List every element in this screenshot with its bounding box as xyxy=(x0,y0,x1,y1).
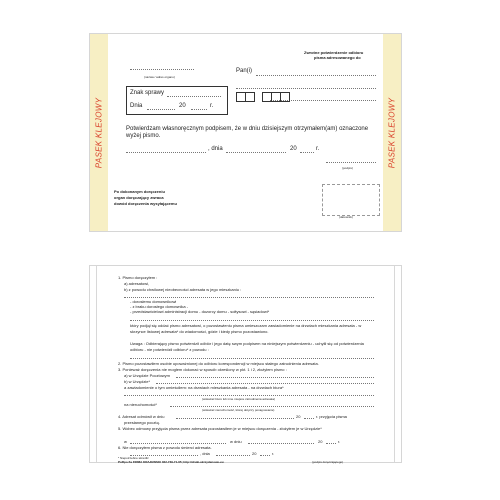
item-1b-no-adult: - z braku dorosłego domownika - xyxy=(130,304,189,309)
item-4: 4. Adresat odmówił w dniu xyxy=(118,414,165,419)
item-3-property: na nieruchomości* xyxy=(124,402,157,407)
signature-line xyxy=(326,162,376,163)
item-3: 3. Ponieważ doręczenia nie mogłem dokonać w sposób określony w pkt. 1 i 2, złożyłem pismo : xyxy=(118,367,287,372)
bottom-dnia: , dnia xyxy=(200,451,210,456)
item-1-note: który podjął się oddać pismo adresatowi, o pozostawieniu pisma umieszczam zawiadomienie na drzwiach mieszkania adresata - w skrzynce listowej adresata* do wiadomości, gdzie i kiedy pismo pozostawiono. xyxy=(130,323,362,334)
signature-label: (podpis) xyxy=(342,166,353,170)
item-1b-admin-line xyxy=(130,320,374,321)
day-line xyxy=(226,152,286,153)
item-1-warning: Uwaga : Odbierający pismo potwierdził odbiór i jego datę swym podpisem na niniejszym potwierdzeniu - uchylił się od potwierdzenia odbioru - nie potwierdził odbioru* z powodu : xyxy=(130,341,364,352)
footnote: * Niepotrzebne skreślić xyxy=(118,456,149,460)
year-line xyxy=(300,152,314,153)
case-number-line xyxy=(167,96,221,97)
item-3b: b) w Urzędzie* xyxy=(124,379,151,384)
form-title-line1: Zwrotne potwierdzenie odbioru xyxy=(304,50,364,55)
adhesive-strip-right xyxy=(383,34,401,231)
adhesive-strip-left xyxy=(90,34,108,231)
item-1b-adult: - dorosłemu domownikowi xyxy=(130,299,177,304)
item-4-tail: r. przyjęcia pisma xyxy=(316,414,347,419)
item-1b-admin: - przedstawicielowi administracji domu - dozorcy domu - sołtysowi - sąsiadowi* xyxy=(130,309,270,314)
date-r: r. xyxy=(210,103,214,109)
adhesive-strip-right-label: PASEK KLEJOWY xyxy=(387,97,397,168)
adhesive-edge-right xyxy=(394,266,401,462)
item-5-r: r. xyxy=(338,439,341,444)
item-5-year: 20 xyxy=(318,439,323,444)
item-5-w: w xyxy=(124,439,127,444)
return-receipt-top-sheet xyxy=(89,33,402,232)
bottom-r: r. xyxy=(272,451,275,456)
bottom-day-line xyxy=(216,455,250,456)
date-day-line xyxy=(147,109,175,110)
item-2: 2. Pismo pozostawiłem osobie upoważnionej do odbioru korespondencji w miejscu stałego zatrudnienia adresata. xyxy=(118,361,319,366)
item-3-office-hint: (wskazać biuro lub inne miejsce zatrudnienia adresata) xyxy=(202,397,276,401)
item-4-date-line xyxy=(176,418,294,419)
confirmation-text: Potwierdzam własnoręcznym podpisem, że w dniu dzisiejszym otrzymałem(am) oznaczone wyżej pismo. xyxy=(126,126,369,139)
item-3b-line xyxy=(156,383,374,384)
item-3-property-hint: (wskazać nieruchomość, której dotyczy postępowanie) xyxy=(202,408,275,412)
item-3-notice: a zawiadomienie o tym umieściłem: na drzwiach mieszkania adresata - na drzwiach biura* xyxy=(124,385,284,390)
item-5-date-line xyxy=(248,443,314,444)
place-dnia: , dnia xyxy=(208,146,223,152)
publisher-info: PuRpo-5a FIRMA KRAJEWSKI 022-739-71-65; http://druki-ukrzydenowe-eu xyxy=(118,460,224,464)
item-3-office-line xyxy=(124,395,374,396)
org-text-line3: dowód doręczenia wysyłającemu xyxy=(114,201,177,206)
postcode-digit-5 xyxy=(280,92,290,102)
addressee-label: Pan(i) xyxy=(236,68,253,74)
adhesive-strip-left-label: PASEK KLEJOWY xyxy=(94,97,104,168)
addressee-line-2 xyxy=(236,88,376,89)
sender-line xyxy=(130,69,194,70)
date-year: 20 xyxy=(179,103,186,109)
date-year-line xyxy=(191,109,207,110)
item-1b: b) z powodu chwilowej nieobecności adresata w jego mieszkaniu : xyxy=(124,287,242,292)
item-5-office-line xyxy=(130,443,226,444)
addressee-line-1 xyxy=(256,75,376,76)
org-text-line2: organ doręczający zwraca xyxy=(114,195,164,200)
date-label: Dnia xyxy=(130,103,143,109)
item-3-property-line xyxy=(170,406,374,407)
item-5: 5. Wobec odmowy przyjęcia pisma przez adresata pozostawiłem je w miejscu doręczenia - złożyłem je w Urzędzie* xyxy=(118,426,322,431)
item-4-post: przesłanego pocztą. xyxy=(124,420,160,425)
item-1b-line xyxy=(124,297,374,298)
item-5-year-line xyxy=(326,443,336,444)
item-1: 1. Pismo doręczyłem : xyxy=(118,275,158,280)
bottom-year-line xyxy=(260,455,270,456)
sender-label: (nazwa / adres organu) xyxy=(144,75,175,79)
case-label: Znak sprawy xyxy=(130,90,165,96)
item-4-year-line xyxy=(304,418,314,419)
return-receipt-bottom-sheet xyxy=(89,265,402,463)
item-4-year: 20 xyxy=(296,414,301,419)
deliverer-signature-label: (podpis doręczającego) xyxy=(312,460,344,464)
bottom-year: 20 xyxy=(252,451,257,456)
postmark-label: (datownik) xyxy=(339,215,353,219)
item-1-reason-line xyxy=(130,358,374,359)
org-text-line1: Po dokonanym doręczeniu xyxy=(114,189,165,194)
item-3a-line xyxy=(176,377,374,378)
adhesive-edge-left xyxy=(90,266,97,462)
postmark-box xyxy=(322,184,380,216)
item-5-date-label: w dniu xyxy=(230,439,242,444)
item-3a: a) w Urzędzie Pocztowym xyxy=(124,373,171,378)
item-1a: a) adresatowi, xyxy=(124,281,150,286)
year-r: r. xyxy=(316,146,320,152)
item-6: 6. Nie doręczyłem pisma z powodu śmierci adresata. xyxy=(118,445,212,450)
form-title-line2: pisma adresowanego do xyxy=(314,55,361,60)
place-line xyxy=(126,152,206,153)
postcode-digit-2 xyxy=(245,92,255,102)
case-box xyxy=(126,86,228,115)
year-prefix: 20 xyxy=(290,146,297,152)
